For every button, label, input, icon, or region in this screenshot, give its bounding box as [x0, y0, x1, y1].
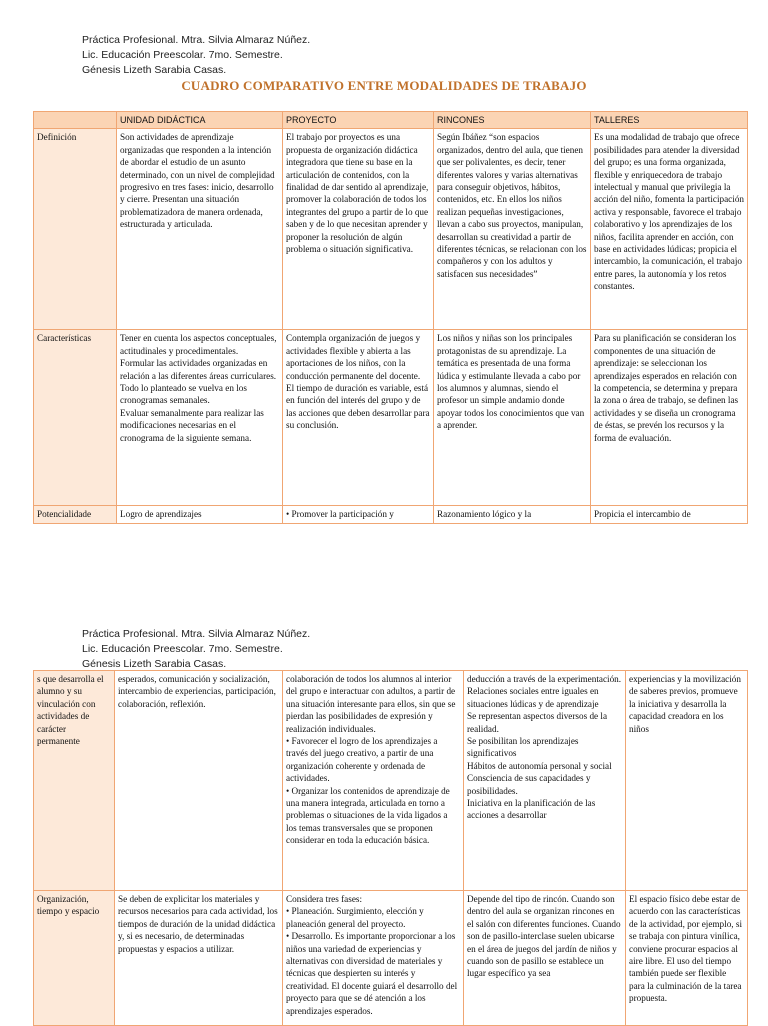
table-cell: Es una modalidad de trabajo que ofrece posibilidades para atender la diversidad del grupo; es una forma organizada, flexible y enriquecedora de trabajo intelectual y manual que privilegia la acción del niño, fomenta la participación activa y responsable, favorece el trabajo colaborativo y los aprendizajes de los niños, facilita aprender en acción, con base en actividades lúdicas; propicia el intercambio, la comunicación, el trabajo entre pares, la autonomía y los retos constantes. — [591, 129, 748, 330]
table-cell: Propicia el intercambio de — [591, 506, 748, 523]
table-cell: Según Ibáñez “son espacios organizados, dentro del aula, que tienen que ser polivalentes, es decir, tener diferentes valores y varias alternativas para conseguir objetivos, hábitos, contenidos, etc. En ellos los niños realizan pequeñas investigaciones, llevan a cabo sus proyectos, manipulan, desarrollan su creatividad a partir de diferentes técnicas, se relacionan con los compañeros y con los adultos y satisfacen sus necesidades” — [434, 129, 591, 330]
header-line-3: Génesis Lizeth Sarabia Casas. — [82, 658, 227, 670]
row-label: Potencialidade — [34, 506, 117, 523]
table-cell: Para su planificación se consideran los componentes de una situación de aprendizaje: se seleccionan los aprendizajes esperados en relación con la competencia, se determina y prepara la zona o área de trabajo, se definen las actividades y se diseña un cronograma de éstas, se prevén los recursos y la forma de evaluación. — [591, 330, 748, 506]
comparison-table-page2 — [33, 670, 748, 1026]
header-line-3: Génesis Lizeth Sarabia Casas. — [82, 64, 227, 76]
table-cell: Los niños y niñas son los principales protagonistas de su aprendizaje. La temática es presentada de una forma lúdica y estimulante llevada a cabo por los alumnos y alumnas, siendo el profesor un simple andamio donde apoyar todos los conocimientos que van a aprender. — [434, 330, 591, 506]
header-line-2: Lic. Educación Preescolar. 7mo. Semestre. — [82, 643, 283, 655]
table-cell: colaboración de todos los alumnos al interior del grupo e interactuar con adultos, a partir de una situación interesante para ellos, sin que se pierdan las posibilidades de expresión y realización individuales. • Favorecer el logro de los aprendizajes a través del juego creativo, a partir de una organización coherente y ordenada de actividades. • Organizar los contenidos de aprendizaje de una manera integrada, articulada en torno a problemas o situaciones de la vida ligados a los temas transversales que se proponen considerar en toda la educación básica. — [283, 671, 464, 891]
comparison-table-page1 — [33, 111, 748, 524]
column-header: UNIDAD DIDÁCTICA — [117, 112, 283, 129]
document-title: CUADRO COMPARATIVO ENTRE MODALIDADES DE TRABAJO — [181, 78, 587, 93]
table-cell: Son actividades de aprendizaje organizadas que responden a la intención de abordar el estudio de un asunto determinado, con un nivel de complejidad progresivo en tres fases: inicio, desarrollo y cierre. Presentan una situación problematizadora de manera ordenada, estructurada y articulada. — [117, 129, 283, 330]
table-cell: experiencias y la movilización de saberes previos, promueve la iniciativa y desarrolla la capacidad creadora en los niños — [626, 671, 748, 891]
header-line-1: Práctica Profesional. Mtra. Silvia Almaraz Núñez. — [82, 34, 311, 46]
table-cell: deducción a través de la experimentación. Relaciones sociales entre iguales en situaciones lúdicas y de aprendizaje Se representan aspectos diversos de la realidad. Se posibilitan los aprendizajes significativos Hábitos de autonomía personal y social Consciencia de sus capacidades y posibilidades. Iniciativa en la planificación de las acciones a desarrollar — [464, 671, 626, 891]
table-row — [34, 330, 748, 506]
table-row — [34, 891, 748, 1026]
table-cell: El espacio físico debe estar de acuerdo con las características de la actividad, por ejemplo, si se trabaja con pintura vinílica, conviene procurar espacios al aire libre. El uso del tiempo también puede ser flexible para la culminación de la tarea propuesta. — [626, 891, 748, 1026]
header-block-page2 — [82, 627, 310, 672]
table-cell: Considera tres fases: • Planeación. Surgimiento, elección y planeación general del proyecto. • Desarrollo. Es importante proporcionar a los niños una variedad de experiencias y alternativas con diversidad de materiales y técnicas que despierten su interés y creatividad. El docente guiará el desarrollo del proyecto para que se dé atención a los aprendizajes esperados. — [283, 891, 464, 1026]
table-cell: Tener en cuenta los aspectos conceptuales, actitudinales y procedimentales. Formular las actividades organizadas en relación a las diferentes áreas curriculares. Todo lo planteado se vuelva en los cronogramas semanales. Evaluar semanalmente para realizar las modificaciones necesarias en el cronograma de la siguiente semana. — [117, 330, 283, 506]
table-row — [34, 506, 748, 523]
column-header: TALLERES — [591, 112, 748, 129]
header-block-page1 — [82, 33, 310, 78]
column-header: RINCONES — [434, 112, 591, 129]
table-cell: Depende del tipo de rincón. Cuando son dentro del aula se organizan rincones en el salón con diferentes funciones. Cuando son de pasillo-interclase suelen ubicarse en el área de juegos del jardín de niños y cuando son de pasillo se establece un lugar específico ya sea — [464, 891, 626, 1026]
table-cell: Contempla organización de juegos y actividades flexible y abierta a las aportaciones de los niños, con la conducción permanente del docente. El tiempo de duración es variable, está en función del interés del grupo y de las acciones que deben desarrollar para su conclusión. — [283, 330, 434, 506]
table-cell: • Promover la participación y — [283, 506, 434, 523]
table-cell: Logro de aprendizajes — [117, 506, 283, 523]
table-cell: Razonamiento lógico y la — [434, 506, 591, 523]
row-label: Características — [34, 330, 117, 506]
table-cell: esperados, comunicación y socialización, intercambio de experiencias, participación, colaboración, reflexión. — [115, 671, 283, 891]
table-row — [34, 671, 748, 891]
row-label: Organización, tiempo y espacio — [34, 891, 115, 1026]
table-cell: El trabajo por proyectos es una propuesta de organización didáctica integradora que tiene su base en la articulación de contenidos, con la finalidad de dar sentido al aprendizaje, promover la colaboración de todos los integrantes del grupo a partir de lo que saben y de lo que necesitan aprender y proponer la resolución de algún problema o situación significativa. — [283, 129, 434, 330]
table-cell: Se deben de explicitar los materiales y recursos necesarios para cada actividad, los tiempos de duración de la unidad didáctica y, si es necesario, de determinadas propuestas y espacios a utilizar. — [115, 891, 283, 1026]
header-line-2: Lic. Educación Preescolar. 7mo. Semestre. — [82, 49, 283, 61]
row-label: Definición — [34, 129, 117, 330]
row-label: s que desarrolla el alumno y su vinculación con actividades de carácter permanente — [34, 671, 115, 891]
column-header: PROYECTO — [283, 112, 434, 129]
table-row — [34, 129, 748, 330]
header-corner — [34, 112, 117, 129]
table-header-row — [34, 112, 748, 129]
header-line-1: Práctica Profesional. Mtra. Silvia Almaraz Núñez. — [82, 628, 311, 640]
